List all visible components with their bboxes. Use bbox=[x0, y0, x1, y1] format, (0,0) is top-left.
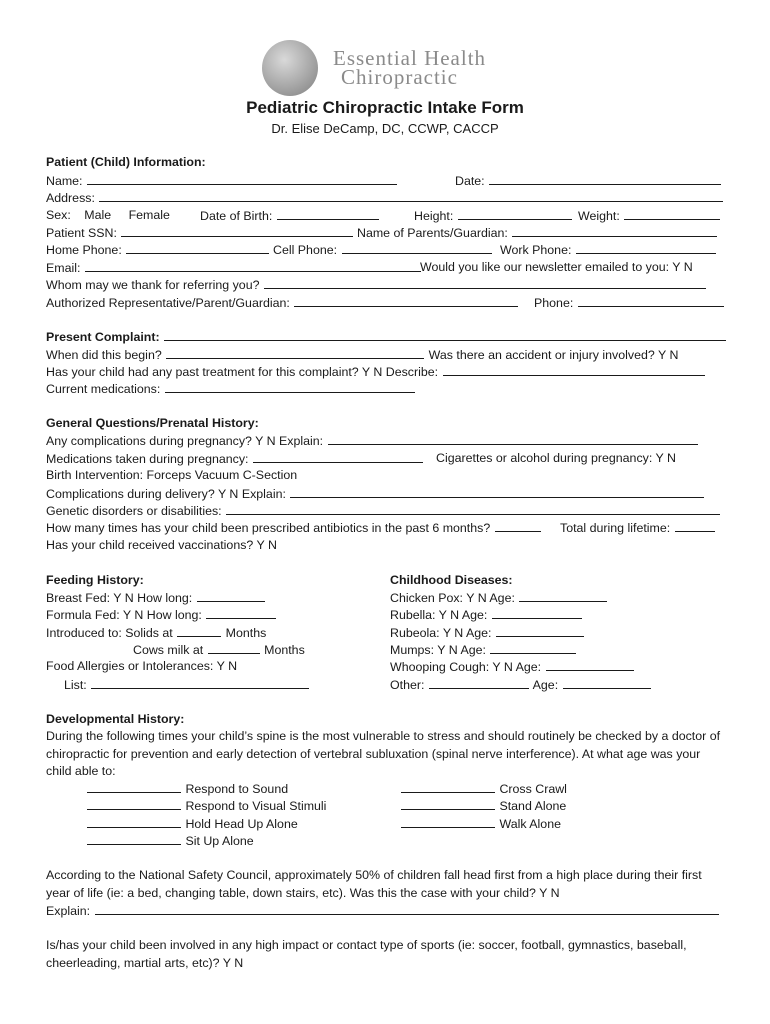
disease-row bbox=[390, 590, 608, 606]
parents-row bbox=[357, 225, 718, 241]
disease-other-row bbox=[390, 677, 652, 693]
safety-explain-row bbox=[46, 903, 720, 919]
lifetime-field[interactable] bbox=[675, 520, 715, 532]
name-field[interactable] bbox=[87, 173, 397, 185]
home-phone-field[interactable] bbox=[126, 242, 269, 254]
past-treatment-field[interactable] bbox=[443, 364, 705, 376]
milestone-age-field[interactable] bbox=[401, 816, 495, 828]
vaccinations-question[interactable]: Has your child received vaccinations? Y N bbox=[46, 538, 277, 552]
formula-fed-field[interactable] bbox=[206, 607, 276, 619]
authorized-label: Authorized Representative/Parent/Guardian: bbox=[46, 296, 290, 310]
delivery-complications-row bbox=[46, 486, 705, 502]
milestone-row bbox=[86, 833, 254, 849]
disease-row bbox=[390, 625, 585, 641]
home-phone-label: Home Phone: bbox=[46, 243, 122, 257]
pregnancy-meds-label: Medications taken during pregnancy: bbox=[46, 452, 249, 466]
referral-row bbox=[46, 277, 707, 293]
disease-label: Chicken Pox: Y N Age: bbox=[390, 591, 515, 605]
disease-label: Rubella: Y N Age: bbox=[390, 608, 488, 622]
lifetime-label: Total during lifetime: bbox=[560, 521, 671, 535]
referral-label: Whom may we thank for referring you? bbox=[46, 278, 260, 292]
work-phone-label: Work Phone: bbox=[500, 243, 572, 257]
cows-milk-field[interactable] bbox=[208, 642, 260, 654]
sex-male-option[interactable]: Male bbox=[84, 208, 112, 222]
medications-label: Current medications: bbox=[46, 382, 161, 396]
milestone-row bbox=[86, 816, 298, 832]
when-field[interactable] bbox=[166, 347, 424, 359]
solids-label: Introduced to: Solids at bbox=[46, 626, 173, 640]
milestone-age-field[interactable] bbox=[87, 833, 181, 845]
ssn-field[interactable] bbox=[121, 225, 353, 237]
breast-fed-label: Breast Fed: Y N How long: bbox=[46, 591, 193, 605]
lifetime-row bbox=[560, 520, 716, 536]
milestone-age-field[interactable] bbox=[87, 816, 181, 828]
allergy-list-label: List: bbox=[64, 678, 87, 692]
solids-months-label: Months bbox=[225, 626, 267, 640]
milestone-label: Walk Alone bbox=[499, 817, 561, 831]
disease-row bbox=[390, 642, 577, 658]
weight-field[interactable] bbox=[624, 208, 720, 220]
dob-label: Date of Birth: bbox=[200, 209, 273, 223]
section-heading-diseases: Childhood Diseases: bbox=[390, 573, 513, 587]
disease-label: Mumps: Y N Age: bbox=[390, 643, 486, 657]
allergy-list-row bbox=[64, 677, 310, 693]
breast-fed-row bbox=[46, 590, 266, 606]
referral-field[interactable] bbox=[264, 277, 706, 289]
milestone-age-field[interactable] bbox=[401, 798, 495, 810]
pregnancy-complications-label: Any complications during pregnancy? Y N Explain: bbox=[46, 434, 324, 448]
safety-explain-field[interactable] bbox=[95, 903, 719, 915]
newsletter-question[interactable]: Would you like our newsletter emailed to you: Y N bbox=[420, 260, 693, 274]
weight-label: Weight: bbox=[578, 209, 620, 223]
disease-label: Whooping Cough: Y N Age: bbox=[390, 660, 542, 674]
solids-row bbox=[46, 625, 266, 641]
sex-label: Sex: bbox=[46, 208, 71, 222]
disease-row bbox=[390, 659, 635, 675]
dob-row bbox=[200, 208, 380, 224]
milestone-row bbox=[400, 798, 566, 814]
disease-other-field[interactable] bbox=[429, 677, 529, 689]
email-label: Email: bbox=[46, 261, 81, 275]
safety-question[interactable]: According to the National Safety Council, approximately 50% of children fall head first from a high place during their first year of life (ie: a bed, changing table, down stairs, etc). Was this the case with your child? Y N bbox=[46, 868, 702, 900]
genetic-label: Genetic disorders or disabilities: bbox=[46, 504, 222, 518]
parents-field[interactable] bbox=[512, 225, 717, 237]
milestone-row bbox=[86, 798, 326, 814]
safety-explain-label: Explain: bbox=[46, 904, 91, 918]
height-row bbox=[414, 208, 573, 224]
genetic-row bbox=[46, 503, 721, 519]
complaint-row bbox=[46, 329, 727, 345]
disease-other-age-label: Age: bbox=[532, 678, 559, 692]
disease-age-field[interactable] bbox=[519, 590, 607, 602]
antibiotics-field[interactable] bbox=[495, 520, 541, 532]
section-heading-feeding: Feeding History: bbox=[46, 573, 144, 587]
work-phone-field[interactable] bbox=[576, 242, 716, 254]
milestone-row bbox=[400, 816, 561, 832]
authorized-field[interactable] bbox=[294, 295, 518, 307]
formula-fed-row bbox=[46, 607, 277, 623]
breast-fed-field[interactable] bbox=[197, 590, 265, 602]
name-label: Name: bbox=[46, 174, 83, 188]
milestone-label: Hold Head Up Alone bbox=[185, 817, 298, 831]
height-field[interactable] bbox=[458, 208, 572, 220]
section-heading-complaint: Present Complaint: bbox=[46, 330, 160, 344]
weight-row bbox=[578, 208, 721, 224]
sports-question[interactable]: Is/has your child been involved in any high impact or contact type of sports (ie: soccer, football, gymnastics, baseball, cheerleading, martial arts, etc)? Y N bbox=[46, 938, 687, 970]
milestone-label: Cross Crawl bbox=[499, 782, 567, 796]
email-field[interactable] bbox=[85, 260, 421, 272]
genetic-field[interactable] bbox=[226, 503, 720, 515]
date-label: Date: bbox=[455, 174, 485, 188]
cows-milk-months-label: Months bbox=[264, 643, 305, 657]
name-row bbox=[46, 173, 398, 189]
complaint-field[interactable] bbox=[164, 329, 726, 341]
authorized-row bbox=[46, 295, 519, 311]
disease-age-field[interactable] bbox=[546, 659, 634, 671]
birth-intervention-question[interactable]: Birth Intervention: Forceps Vacuum C-Section bbox=[46, 468, 298, 482]
sex-row bbox=[46, 208, 170, 223]
antibiotics-row bbox=[46, 520, 542, 536]
delivery-complications-field[interactable] bbox=[290, 486, 704, 498]
phone-row bbox=[534, 295, 725, 311]
antibiotics-label: How many times has your child been prescribed antibiotics in the past 6 months? bbox=[46, 521, 491, 535]
formula-fed-label: Formula Fed: Y N How long: bbox=[46, 608, 202, 622]
section-heading-prenatal: General Questions/Prenatal History: bbox=[46, 416, 259, 430]
form-title: Pediatric Chiropractic Intake Form bbox=[246, 98, 524, 117]
cigarettes-question[interactable]: Cigarettes or alcohol during pregnancy: Y N bbox=[436, 451, 676, 465]
disease-age-field[interactable] bbox=[496, 625, 584, 637]
parents-label: Name of Parents/Guardian: bbox=[357, 226, 508, 240]
milestone-label: Sit Up Alone bbox=[185, 834, 254, 848]
milestone-row bbox=[400, 781, 567, 797]
disease-other-age-field[interactable] bbox=[563, 677, 651, 689]
logo-line-2: Chiropractic bbox=[341, 65, 458, 89]
pregnancy-complications-row bbox=[46, 433, 699, 449]
address-field[interactable] bbox=[99, 190, 723, 202]
accident-question[interactable]: Was there an accident or injury involved? Y N bbox=[428, 348, 679, 362]
address-row bbox=[46, 190, 724, 206]
logo-line-1: Essential Health bbox=[333, 46, 487, 70]
doctor-name: Dr. Elise DeCamp, DC, CCWP, CACCP bbox=[271, 121, 499, 136]
height-label: Height: bbox=[414, 209, 454, 223]
section-heading-developmental: Developmental History: bbox=[46, 712, 185, 726]
allergy-list-field[interactable] bbox=[91, 677, 309, 689]
milestone-age-field[interactable] bbox=[401, 781, 495, 793]
medications-field[interactable] bbox=[165, 381, 415, 393]
allergies-question[interactable]: Food Allergies or Intolerances: Y N bbox=[46, 659, 238, 673]
home-phone-row bbox=[46, 242, 270, 258]
developmental-intro: During the following times your child’s spine is the most vulnerable to stress and should routinely be checked by a doctor of chiropractic for prevention and early detection of vertebral subluxation (spinal nerve interference). At what age was your child able to: bbox=[46, 729, 721, 778]
pregnancy-meds-row bbox=[46, 451, 424, 467]
disease-age-field[interactable] bbox=[492, 607, 582, 619]
sex-female-option[interactable]: Female bbox=[128, 208, 170, 222]
section-heading-patient: Patient (Child) Information: bbox=[46, 155, 206, 169]
address-label: Address: bbox=[46, 191, 95, 205]
milestone-age-field[interactable] bbox=[87, 798, 181, 810]
milestone-label: Stand Alone bbox=[499, 799, 567, 813]
pregnancy-complications-field[interactable] bbox=[328, 433, 698, 445]
ssn-row bbox=[46, 225, 354, 241]
milestone-row bbox=[86, 781, 288, 797]
solids-field[interactable] bbox=[177, 625, 221, 637]
clinic-logo-text bbox=[333, 46, 487, 89]
clinic-logo-icon bbox=[262, 40, 318, 96]
cows-milk-label: Cows milk at bbox=[133, 643, 204, 657]
ssn-label: Patient SSN: bbox=[46, 226, 117, 240]
when-row bbox=[46, 347, 678, 363]
dob-field[interactable] bbox=[277, 208, 379, 220]
cell-phone-label: Cell Phone: bbox=[273, 243, 338, 257]
medications-row bbox=[46, 381, 416, 397]
pregnancy-meds-field[interactable] bbox=[253, 451, 423, 463]
disease-other-label: Other: bbox=[390, 678, 425, 692]
cows-milk-row bbox=[133, 642, 305, 658]
cell-phone-row bbox=[273, 242, 493, 258]
phone-label: Phone: bbox=[534, 296, 574, 310]
date-row bbox=[455, 173, 722, 189]
when-label: When did this begin? bbox=[46, 348, 162, 362]
delivery-complications-label: Complications during delivery? Y N Explain: bbox=[46, 487, 286, 501]
past-treatment-row bbox=[46, 364, 706, 380]
milestone-label: Respond to Visual Stimuli bbox=[185, 799, 327, 813]
email-row bbox=[46, 260, 422, 276]
disease-row bbox=[390, 607, 583, 623]
cell-phone-field[interactable] bbox=[342, 242, 492, 254]
work-phone-row bbox=[500, 242, 717, 258]
disease-age-field[interactable] bbox=[490, 642, 576, 654]
phone-field[interactable] bbox=[578, 295, 724, 307]
milestone-label: Respond to Sound bbox=[185, 782, 289, 796]
past-treatment-label: Has your child had any past treatment for this complaint? Y N Describe: bbox=[46, 365, 439, 379]
disease-label: Rubeola: Y N Age: bbox=[390, 626, 492, 640]
milestone-age-field[interactable] bbox=[87, 781, 181, 793]
date-field[interactable] bbox=[489, 173, 721, 185]
